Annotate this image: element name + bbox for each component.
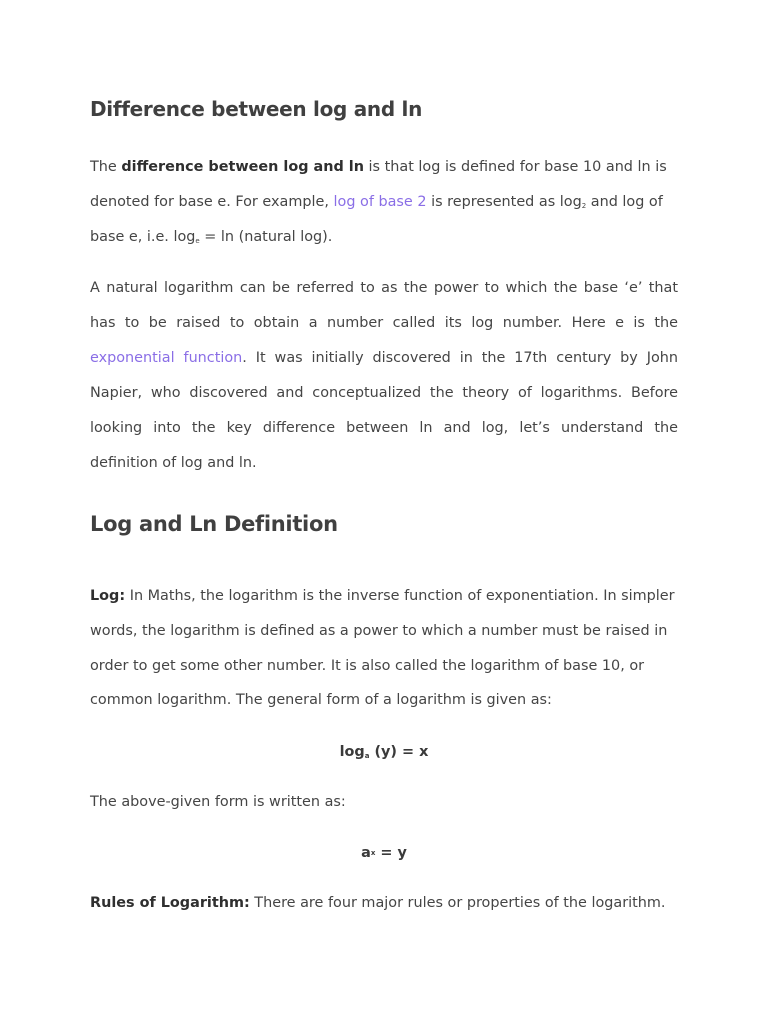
text-run: A natural logarithm can be referred to as the power to which the base ‘e’ that has to be raised to obtain a number called its log number. Here e is the <box>90 280 678 331</box>
log-formula <box>90 740 678 764</box>
log-definition-paragraph <box>90 579 678 718</box>
text-run: The <box>90 159 122 175</box>
text-run: In Maths, the logarithm is the inverse function of exponentiation. In simpler words, the logarithm is defined as a power to which a number must be raised in order to get some other number. It is also called the logarithm of base 10, or common logarithm. The general form of a logarithm is given as: <box>90 588 675 709</box>
text-run: There are four major rules or properties of the logarithm. <box>249 895 666 911</box>
formula-rest: = y <box>375 845 407 861</box>
bold-phrase: difference between log and ln <box>121 159 364 175</box>
formula-rest: (y) = x <box>369 744 429 760</box>
formula-subscript-a: a <box>364 752 370 760</box>
written-as-text: The above-given form is written as: <box>90 794 346 810</box>
text-run: and log of base e, i.e. log <box>90 194 663 245</box>
section-heading-definition: Log and Ln Definition <box>90 512 338 536</box>
formula-a: a <box>361 845 371 861</box>
formula-log: log <box>339 744 365 760</box>
subscript-2: 2 <box>581 202 587 210</box>
log-base-2-link[interactable]: log of base 2 <box>333 194 427 210</box>
rules-label: Rules of Logarithm: <box>90 895 250 911</box>
text-run: is represented as log <box>426 194 582 210</box>
exponent-formula <box>90 841 678 865</box>
log-label: Log: <box>90 588 126 604</box>
formula-superscript-x: x <box>370 849 376 857</box>
rules-paragraph <box>90 891 678 915</box>
text-run: = ln (natural log). <box>199 229 333 245</box>
text-run: . It was initially discovered in the 17th century by John Napier, who discovered and conceptualized the theory of logarithms. Before looking into the key difference between ln and log, let’s understand the definition of log and ln. <box>90 350 678 471</box>
natural-log-paragraph <box>90 271 678 481</box>
intro-paragraph <box>90 150 678 255</box>
text-run: is that log is defined for base 10 and ln is denoted for base e. For example, <box>90 159 667 210</box>
section-heading-difference: Difference between log and ln <box>90 97 423 121</box>
exponential-function-link[interactable]: exponential function <box>90 350 243 366</box>
subscript-e: e <box>195 237 200 245</box>
